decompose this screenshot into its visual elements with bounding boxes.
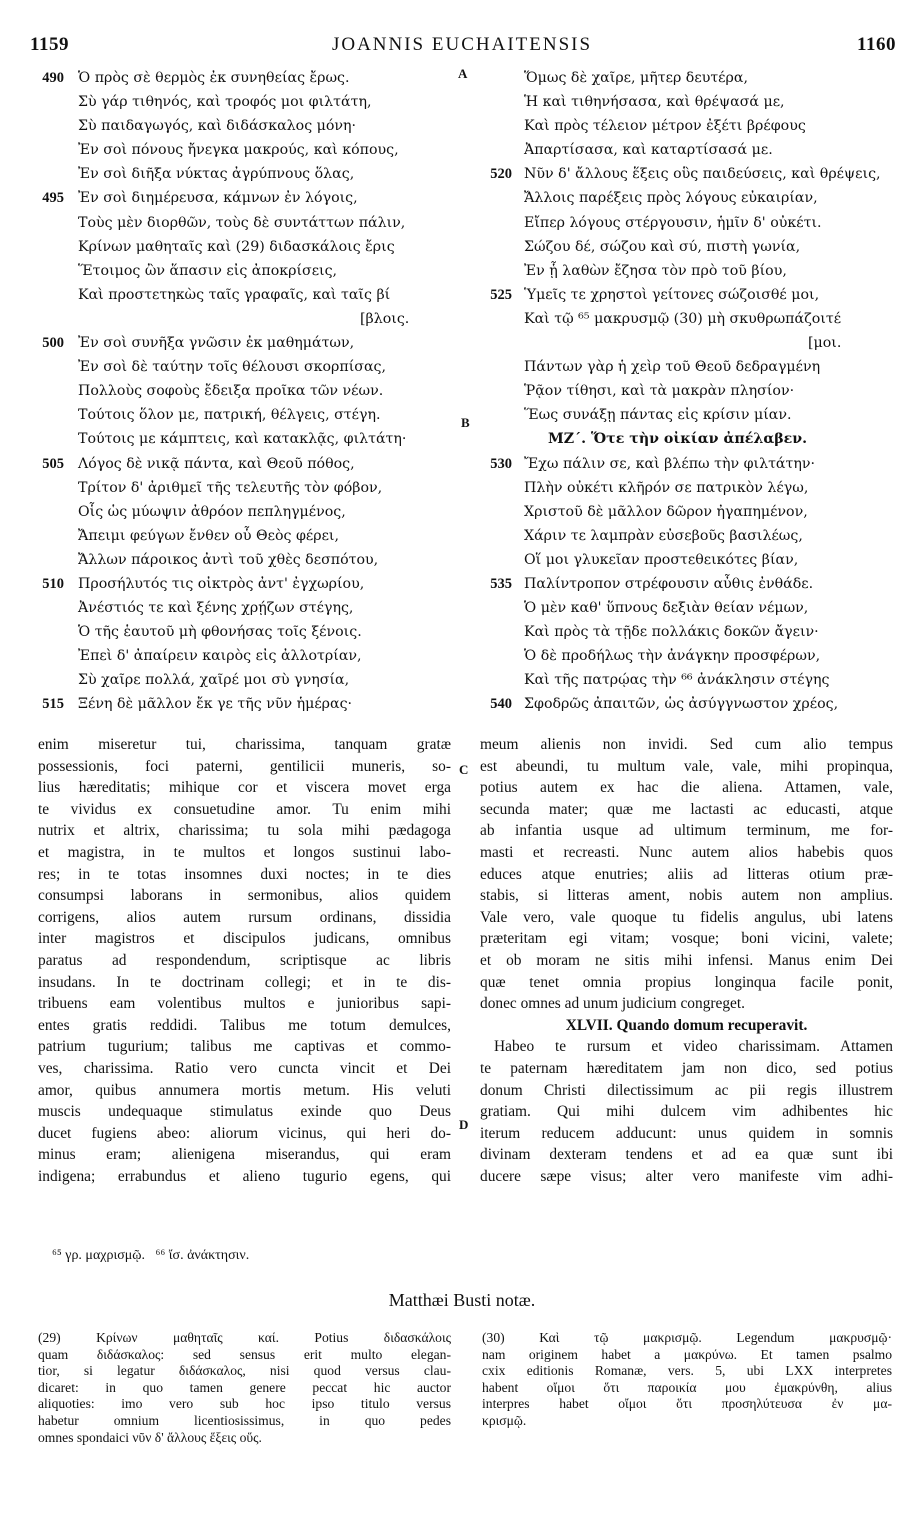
verse-text: Οἷς ὡς μύωψιν ἀθρόον πεπληγμένος,	[78, 503, 346, 520]
verse-number: 510	[42, 575, 64, 592]
latin-line: possessionis, foci paterni, gentilicii muneris, so-	[38, 757, 451, 775]
verse-line	[30, 114, 460, 138]
note-line: habetur omnium licentiosissimus, in quo pedes	[38, 1412, 451, 1428]
verse-line	[30, 692, 460, 716]
latin-line: te paternam hæreditatem jam non dico, sed potius	[480, 1059, 893, 1077]
latin-line: donum Christi dilectissimum ac pii regis illustrem	[480, 1081, 893, 1099]
latin-line: enim miseretur tui, charissima, tanquam gratæ	[38, 736, 451, 753]
margin-marker-d: D	[459, 1117, 469, 1132]
verse-number: 530	[490, 455, 512, 472]
verse-text: Ἄπειμι φεύγων ἔνθεν οὗ Θεὸς φέρει,	[78, 527, 340, 544]
verse-line	[30, 596, 460, 620]
verse-line	[478, 524, 898, 548]
verse-line	[30, 403, 460, 427]
verse-text: Καὶ πρὸς τέλειον μέτρον ἐξέτι βρέφους	[524, 118, 806, 135]
verse-text: Ἐπεὶ δ' ἀπαίρειν καιρὸς εἰς ἀλλοτρίαν,	[78, 648, 362, 665]
page-number-left: 1159	[30, 34, 69, 55]
verse-text: Τούτοις ὅλον με, πατρική, θέλγεις, στέγη.	[78, 407, 381, 424]
verse-text: Ὅμως δὲ χαῖρε, μῆτερ δευτέρα,	[524, 70, 748, 86]
verse-text: Νῦν δ' ἄλλους ἕξεις οὓς παιδεύσεις, καὶ θρέψεις,	[524, 166, 881, 183]
verse-line	[30, 620, 460, 644]
verse-text: Χριστοῦ δὲ μᾶλλον δῶρον ἠγαπημένον,	[524, 503, 808, 520]
verse-text: Σὺ γάρ τιθηνός, καὶ τροφός μοι φιλτάτη,	[78, 94, 372, 111]
verse-text: Ἄλλοις παρέξεις πρὸς λόγους εὐκαιρίαν,	[524, 190, 818, 207]
latin-line: muscis undequaque stimulatus exinde quo Deus	[38, 1103, 451, 1121]
note-line: κρισμῷ.	[482, 1412, 527, 1428]
verse-line	[478, 259, 898, 283]
latin-text-right-column	[480, 734, 893, 1187]
latin-line: gratiam. Qui mihi dulcem vim adhibentes hic	[480, 1103, 893, 1121]
verse-text: Ἐν σοὶ δὲ ταύτην τοῖς θέλουσι σκορπίσας,	[78, 359, 386, 376]
verse-line	[478, 66, 898, 90]
verse-text: Τρίτον δ' ἀριθμεῖ τῆς τελευτῆς τὸν φόβον,	[78, 479, 383, 496]
verse-text: Ἔχω πάλιν σε, καὶ βλέπω τὴν φιλτάτην·	[524, 455, 815, 472]
margin-marker-b: B	[461, 415, 470, 430]
verse-text: Ἐν σοὶ διῆξα νύκτας ἀγρύπνους ὅλας,	[78, 166, 355, 183]
latin-line: et ob moram ne sitis mihi infensi. Manus enim Dei	[480, 951, 893, 969]
verse-text: Πλὴν οὐκέτι κλῆρόν σε πατρικὸν λέγω,	[524, 479, 809, 496]
latin-line: ab infantia usque ad ultimum terminum, me for-	[480, 822, 893, 840]
verse-line	[478, 186, 898, 210]
latin-line: consumpsi laborans in sermonibus, alios quidem	[38, 887, 451, 905]
verse-text: Καὶ τῷ ⁶⁵ μακρυσμῷ (30) μὴ σκυθρωπάζοιτέ	[524, 310, 842, 327]
latin-line: te vividus ex consuetudine amor. Tu enim mihi	[38, 800, 451, 818]
note-30	[482, 1330, 892, 1430]
verse-number: 520	[490, 166, 512, 183]
verse-text: Τοὺς μὲν διορθῶν, τοὺς δὲ συντάττων πάλιν,	[78, 214, 406, 231]
latin-line: patrium tugurium; talibus me captivas et commo-	[38, 1038, 451, 1056]
verse-line	[478, 476, 898, 500]
verse-line	[30, 524, 460, 548]
verse-line	[478, 90, 898, 114]
note-29	[38, 1330, 451, 1446]
verse-line	[30, 644, 460, 668]
verse-line	[30, 186, 460, 210]
verse-number: 495	[42, 190, 64, 207]
latin-line: nutrix et altrix, charissima; tu sola mihi pædagoga	[38, 822, 451, 840]
verse-line	[30, 138, 460, 162]
verse-text: Σὺ χαῖρε πολλά, χαῖρέ μοι σὺ γνησία,	[78, 672, 350, 689]
verse-text: Σὺ παιδαγωγός, καὶ διδάσκαλος μόνη·	[78, 118, 357, 135]
verse-line	[30, 307, 460, 331]
verse-text: ΜΖ΄. Ὅτε τὴν οἰκίαν ἀπέλαβεν.	[548, 431, 808, 448]
verse-text: Ἄλλων πάροικος ἀντὶ τοῦ χθὲς δεσπότου,	[78, 551, 379, 568]
latin-line: masti et recreasti. Nunc autem alios habebis quos	[480, 843, 893, 861]
verse-line	[478, 452, 898, 476]
verse-text: Τούτοις με κάμπτεις, καὶ κατακλᾷς, φιλτάτη·	[78, 431, 407, 448]
verse-line	[478, 644, 898, 668]
note-line: dicaret: in quo tamen genere peccat hic auctor	[38, 1379, 451, 1395]
verse-line	[30, 162, 460, 186]
latin-line: est abeundi, tu multum vale, vale, mihi propinqua,	[480, 757, 893, 775]
latin-line: amor, quibus annumera mortis metum. His veluti	[38, 1081, 451, 1099]
verse-text: Ἀνέστιός τε καὶ ξένης χρῄζων στέγης,	[78, 600, 354, 617]
poem-title-latin: XLVII. Quando domum recuperavit.	[565, 1016, 808, 1034]
verse-line	[478, 620, 898, 644]
verse-line	[478, 692, 898, 716]
verse-line	[478, 379, 898, 403]
verse-text: Πολλοὺς σοφοὺς ἔδειξα προῖκα τῶν νέων.	[78, 383, 384, 400]
note-line: tior, si legatur διδάσκαλος, nisi quod versus clau-	[38, 1363, 451, 1379]
verse-text: Ξένη δὲ μᾶλλον ἔκ γε τῆς νῦν ἡμέρας·	[78, 696, 353, 713]
verse-text: Ἕως συνάξῃ πάντας εἰς κρίσιν μίαν.	[524, 407, 792, 424]
margin-marker-c: C	[459, 762, 469, 777]
verse-number: 490	[42, 70, 64, 86]
verse-line	[478, 355, 898, 379]
verse-line	[30, 500, 460, 524]
latin-line: corrigens, alios autem rursum ordinans, dissidia	[38, 908, 451, 926]
verse-text: Ῥᾷον τίθησι, καὶ τὰ μακρὰν πλησίον·	[524, 383, 795, 400]
verse-line	[478, 138, 898, 162]
latin-line: divinam dexteram tendens et ad ea quæ sunt ibi	[480, 1146, 893, 1164]
verse-line	[478, 668, 898, 692]
verse-text: Κρίνων μαθηταῖς καὶ (29) διδασκάλοις ἔρις	[78, 238, 395, 255]
verse-number: 540	[490, 696, 512, 713]
latin-line: ducere sæpe visus; alter vero manifeste vim adhi-	[480, 1167, 893, 1185]
verse-line	[30, 379, 460, 403]
verse-text: Χάριν τε λαμπρὰν εὐσεβοῦς βασιλέως,	[524, 527, 803, 544]
verse-text: Οἵ μοι γλυκεῖαν προστεθεικότες βίαν,	[524, 551, 799, 568]
latin-line: paratus ad respondendum, scriptisque ac libris	[38, 951, 451, 969]
latin-line: entes gratis reddidi. Talibus me totum demulces,	[38, 1016, 451, 1034]
verse-line	[30, 235, 460, 259]
verse-text: Σώζου δέ, σώζου καὶ σύ, πιστὴ γωνία,	[524, 238, 801, 255]
note-line: aliquoties: imo vero sub hoc ipso titulo versus	[38, 1396, 451, 1412]
verse-line	[478, 114, 898, 138]
verse-number: 505	[42, 455, 64, 472]
latin-line: præteritam egi vitam; vosque; boni vicini, valete;	[480, 930, 893, 948]
latin-line: potius autem ex hac die aliena. Attamen, vale,	[480, 779, 893, 797]
latin-line: indigena; errabundus et alieno tugurio egens, qui	[38, 1167, 451, 1185]
verse-line	[478, 283, 898, 307]
verse-text: Ἐν σοὶ συνῆξα γνῶσιν ἐκ μαθημάτων,	[78, 335, 355, 352]
verse-number: 535	[490, 575, 512, 592]
verse-text: Ἀπαρτίσασα, καὶ καταρτίσασά με.	[524, 142, 773, 159]
verse-text: Εἴπερ λόγους στέργουσιν, ἡμῖν δ' οὐκέτι.	[524, 214, 822, 231]
latin-line: ducet fugiens abeo: aliorum vicinus, qui heri do-	[38, 1124, 451, 1142]
verse-line	[30, 355, 460, 379]
page-number-right: 1160	[857, 34, 896, 55]
latin-line: iterum reducem adducunt: unus quidem in somnis	[480, 1124, 893, 1142]
latin-line: quæ tenet omnia propius longinqua facile ponit,	[480, 973, 893, 991]
margin-marker-a: A	[458, 66, 468, 81]
verse-line	[30, 548, 460, 572]
latin-line: et magistra, in te multos et longos sustinui labo-	[38, 843, 451, 861]
verse-line	[30, 452, 460, 476]
greek-verse-right-column	[478, 66, 898, 717]
latin-line: inter magistros et discipulos judicans, omnibus	[38, 930, 451, 948]
latin-line: stabis, si litteras ament, nobis autem non amplius.	[480, 887, 893, 905]
verse-line	[478, 427, 898, 451]
verse-text: Ὁ τῆς ἑαυτοῦ μὴ φθονήσας τοῖς ξένοις.	[78, 624, 362, 641]
note-line: nam originem habet a μακρύνω. Et tamen psalmo	[482, 1346, 892, 1362]
latin-line: minus eram; alienigena miserandus, qui eram	[38, 1146, 451, 1164]
verse-line	[478, 500, 898, 524]
verse-line	[30, 259, 460, 283]
verse-text: Ὁ μὲν καθ' ὕπνους δεξιὰν θείαν νέμων,	[524, 600, 809, 617]
verse-text: Καὶ πρὸς τὰ τῇδε πολλάκις δοκῶν ἄγειν·	[524, 624, 819, 641]
running-title: JOANNIS EUCHAITENSIS	[331, 34, 593, 55]
verse-line	[478, 331, 898, 355]
verse-text: Ὁ πρὸς σὲ θερμὸς ἐκ συνηθείας ἔρως.	[78, 70, 350, 86]
note-line: omnes spondaici νῦν δ' ἄλλους ἕξεις οὕς.	[38, 1429, 262, 1445]
verse-line	[30, 90, 460, 114]
note-line: interpres habet οἴμοι ὅτι προσηλύτευσα ἐν μα-	[482, 1396, 892, 1412]
verse-text: Ἕτοιμος ὢν ἅπασιν εἰς ἀποκρίσεις,	[78, 262, 338, 279]
verse-text: Καὶ τῆς πατρῴας τὴν ⁶⁶ ἀνάκλησιν στέγης	[524, 672, 830, 689]
verse-line	[30, 283, 460, 307]
verse-number: 515	[42, 696, 64, 713]
verse-text: Λόγος δὲ νικᾷ πάντα, καὶ Θεοῦ πόθος,	[78, 455, 355, 472]
verse-line	[30, 331, 460, 355]
verse-text: Καὶ προστετηκὼς ταῖς γραφαῖς, καὶ ταῖς βί	[78, 286, 391, 303]
notes-heading: Matthæi Busti notæ.	[388, 1290, 536, 1310]
latin-line: educes atque enutries; aliis ad litteras otium præ-	[480, 865, 893, 883]
verse-text: Ὑμεῖς τε χρηστοὶ γείτονες σώζοισθέ μοι,	[524, 286, 820, 303]
verse-line	[478, 596, 898, 620]
note-line: habent οἴμοι ὅτι παροικία μου ἐμακρύνθη, alius	[482, 1379, 892, 1395]
note-line: cxix editionis Romanæ, vers. 5, ubi LXX interpretes	[482, 1363, 892, 1379]
latin-line: secunda mater; quæ me lactasti ac educasti, atque	[480, 800, 893, 818]
verse-line	[478, 403, 898, 427]
verse-line	[30, 211, 460, 235]
verse-text: Προσήλυτός τις οἰκτρὸς ἀντ' ἐγχωρίου,	[78, 575, 365, 592]
verse-line	[478, 162, 898, 186]
verse-line	[30, 668, 460, 692]
latin-line: Vale vero, vale quoque tu fidelis angulus, ubi latens	[480, 908, 893, 926]
latin-line: lius hæreditatis; mihique cor et viscera movet erga	[38, 779, 451, 797]
verse-text: Σφοδρῶς ἀπαιτῶν, ὡς ἀσύγγνωστον χρέος,	[524, 696, 839, 713]
note-line: quam διδάσκαλος: sed sensus erit multo elegan-	[38, 1346, 451, 1362]
latin-line: tribuens eam volentibus multos e junioribus sapi-	[38, 995, 451, 1013]
verse-line	[478, 211, 898, 235]
verse-line	[478, 572, 898, 596]
verse-text: Ἐν σοὶ διημέρευσα, κάμνων ἐν λόγοις,	[78, 190, 358, 207]
verse-line	[30, 427, 460, 451]
verse-text: Ὁ δὲ προδήλως τὴν ἀνάγκην προσφέρων,	[524, 648, 821, 665]
verse-text: Ἐν σοὶ πόνους ἤνεγκα μακρούς, καὶ κόπους,	[78, 142, 399, 159]
note-line: (29) Κρίνων μαθηταῖς καί. Potius διδασκάλοις	[38, 1330, 451, 1345]
latin-line: insudans. In te doctrinam collegi; et in te dis-	[38, 973, 451, 991]
latin-line: meum alienis non invidi. Sed cum alio tempus	[480, 736, 893, 753]
verse-text: Παλίντροπον στρέφουσιν αὖθις ἐνθάδε.	[524, 575, 814, 592]
latin-line: donec omnes ad unum judicium congreget.	[480, 995, 745, 1013]
verse-line	[478, 235, 898, 259]
verse-text: [βλοις.	[360, 310, 410, 327]
note-line: (30) Καὶ τῷ μακρισμῷ. Legendum μακρυσμῷ·	[482, 1330, 892, 1345]
latin-text-left-column	[38, 734, 451, 1187]
verse-number: 500	[42, 335, 64, 352]
latin-line: Habeo te rursum et video charissimam. Attamen	[494, 1038, 893, 1056]
verse-line	[30, 66, 460, 90]
verse-text: Ἐν ᾗ λαθὼν ἔζησα τὸν πρὸ τοῦ βίου,	[524, 262, 787, 279]
verse-line	[30, 572, 460, 596]
verse-line	[478, 548, 898, 572]
verse-line	[478, 307, 898, 331]
verse-text: [μοι.	[808, 335, 842, 352]
verse-number: 525	[490, 286, 512, 303]
verse-text: Πάντων γὰρ ἡ χεὶρ τοῦ Θεοῦ δεδραγμένη	[524, 359, 821, 376]
latin-line: res; in te totas insomnes duxi noctes; in te dies	[38, 865, 451, 883]
verse-text: Ἡ καὶ τιθηνήσασα, καὶ θρέψασά με,	[524, 94, 785, 111]
latin-line: ves, charissima. Ratio vero cuncta vincit et Dei	[38, 1059, 451, 1077]
verse-line	[30, 476, 460, 500]
footnotes: ⁶⁵ γρ. μαχρισμῷ. ⁶⁶ ἴσ. ἀνάκτησιν.	[52, 1248, 250, 1263]
greek-verse-left-column	[30, 66, 460, 717]
